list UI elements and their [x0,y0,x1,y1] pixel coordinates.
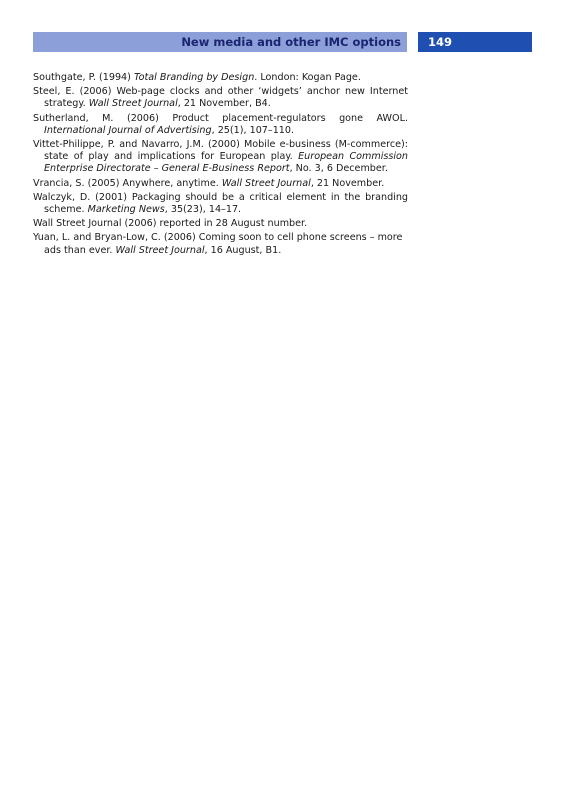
reference-item: Vittet-Philippe, P. and Navarro, J.M. (2000) Mobile e-business (M-commerce): state of play and implications for European play. European Commission Enterprise Directorate – General E-Business Report, No. 3, 6 December. [33,139,408,175]
reference-item: Vrancia, S. (2005) Anywhere, anytime. Wall Street Journal, 21 November. [33,177,385,189]
reference-item: Walczyk, D. (2001) Packaging should be a critical element in the branding scheme. Marketing News, 35(23), 14–17. [33,191,408,216]
reference-item: Yuan, L. and Bryan-Low, C. (2006) Coming soon to cell phone screens – more ads than ever. Wall Street Journal, 16 August, B1. [33,232,403,256]
reference-item: Southgate, P. (1994) Total Branding by Design. London: Kogan Page. [33,72,361,83]
reference-item: Wall Street Journal (2006) reported in 28 August number. [33,218,308,230]
reference-item: Steel, E. (2006) Web-page clocks and other ‘widgets’ anchor new Internet strategy. Wall Street Journal, 21 November, B4. [33,86,408,110]
reference-list [33,72,408,259]
running-header [33,32,407,52]
page-number: 149 [428,35,453,49]
chapter-title: New media and other IMC options [181,35,401,49]
reference-item: Sutherland, M. (2006) Product placement-regulators gone AWOL. International Journal of Advertising, 25(1), 107–110. [33,112,408,136]
page-number-box [418,32,532,52]
